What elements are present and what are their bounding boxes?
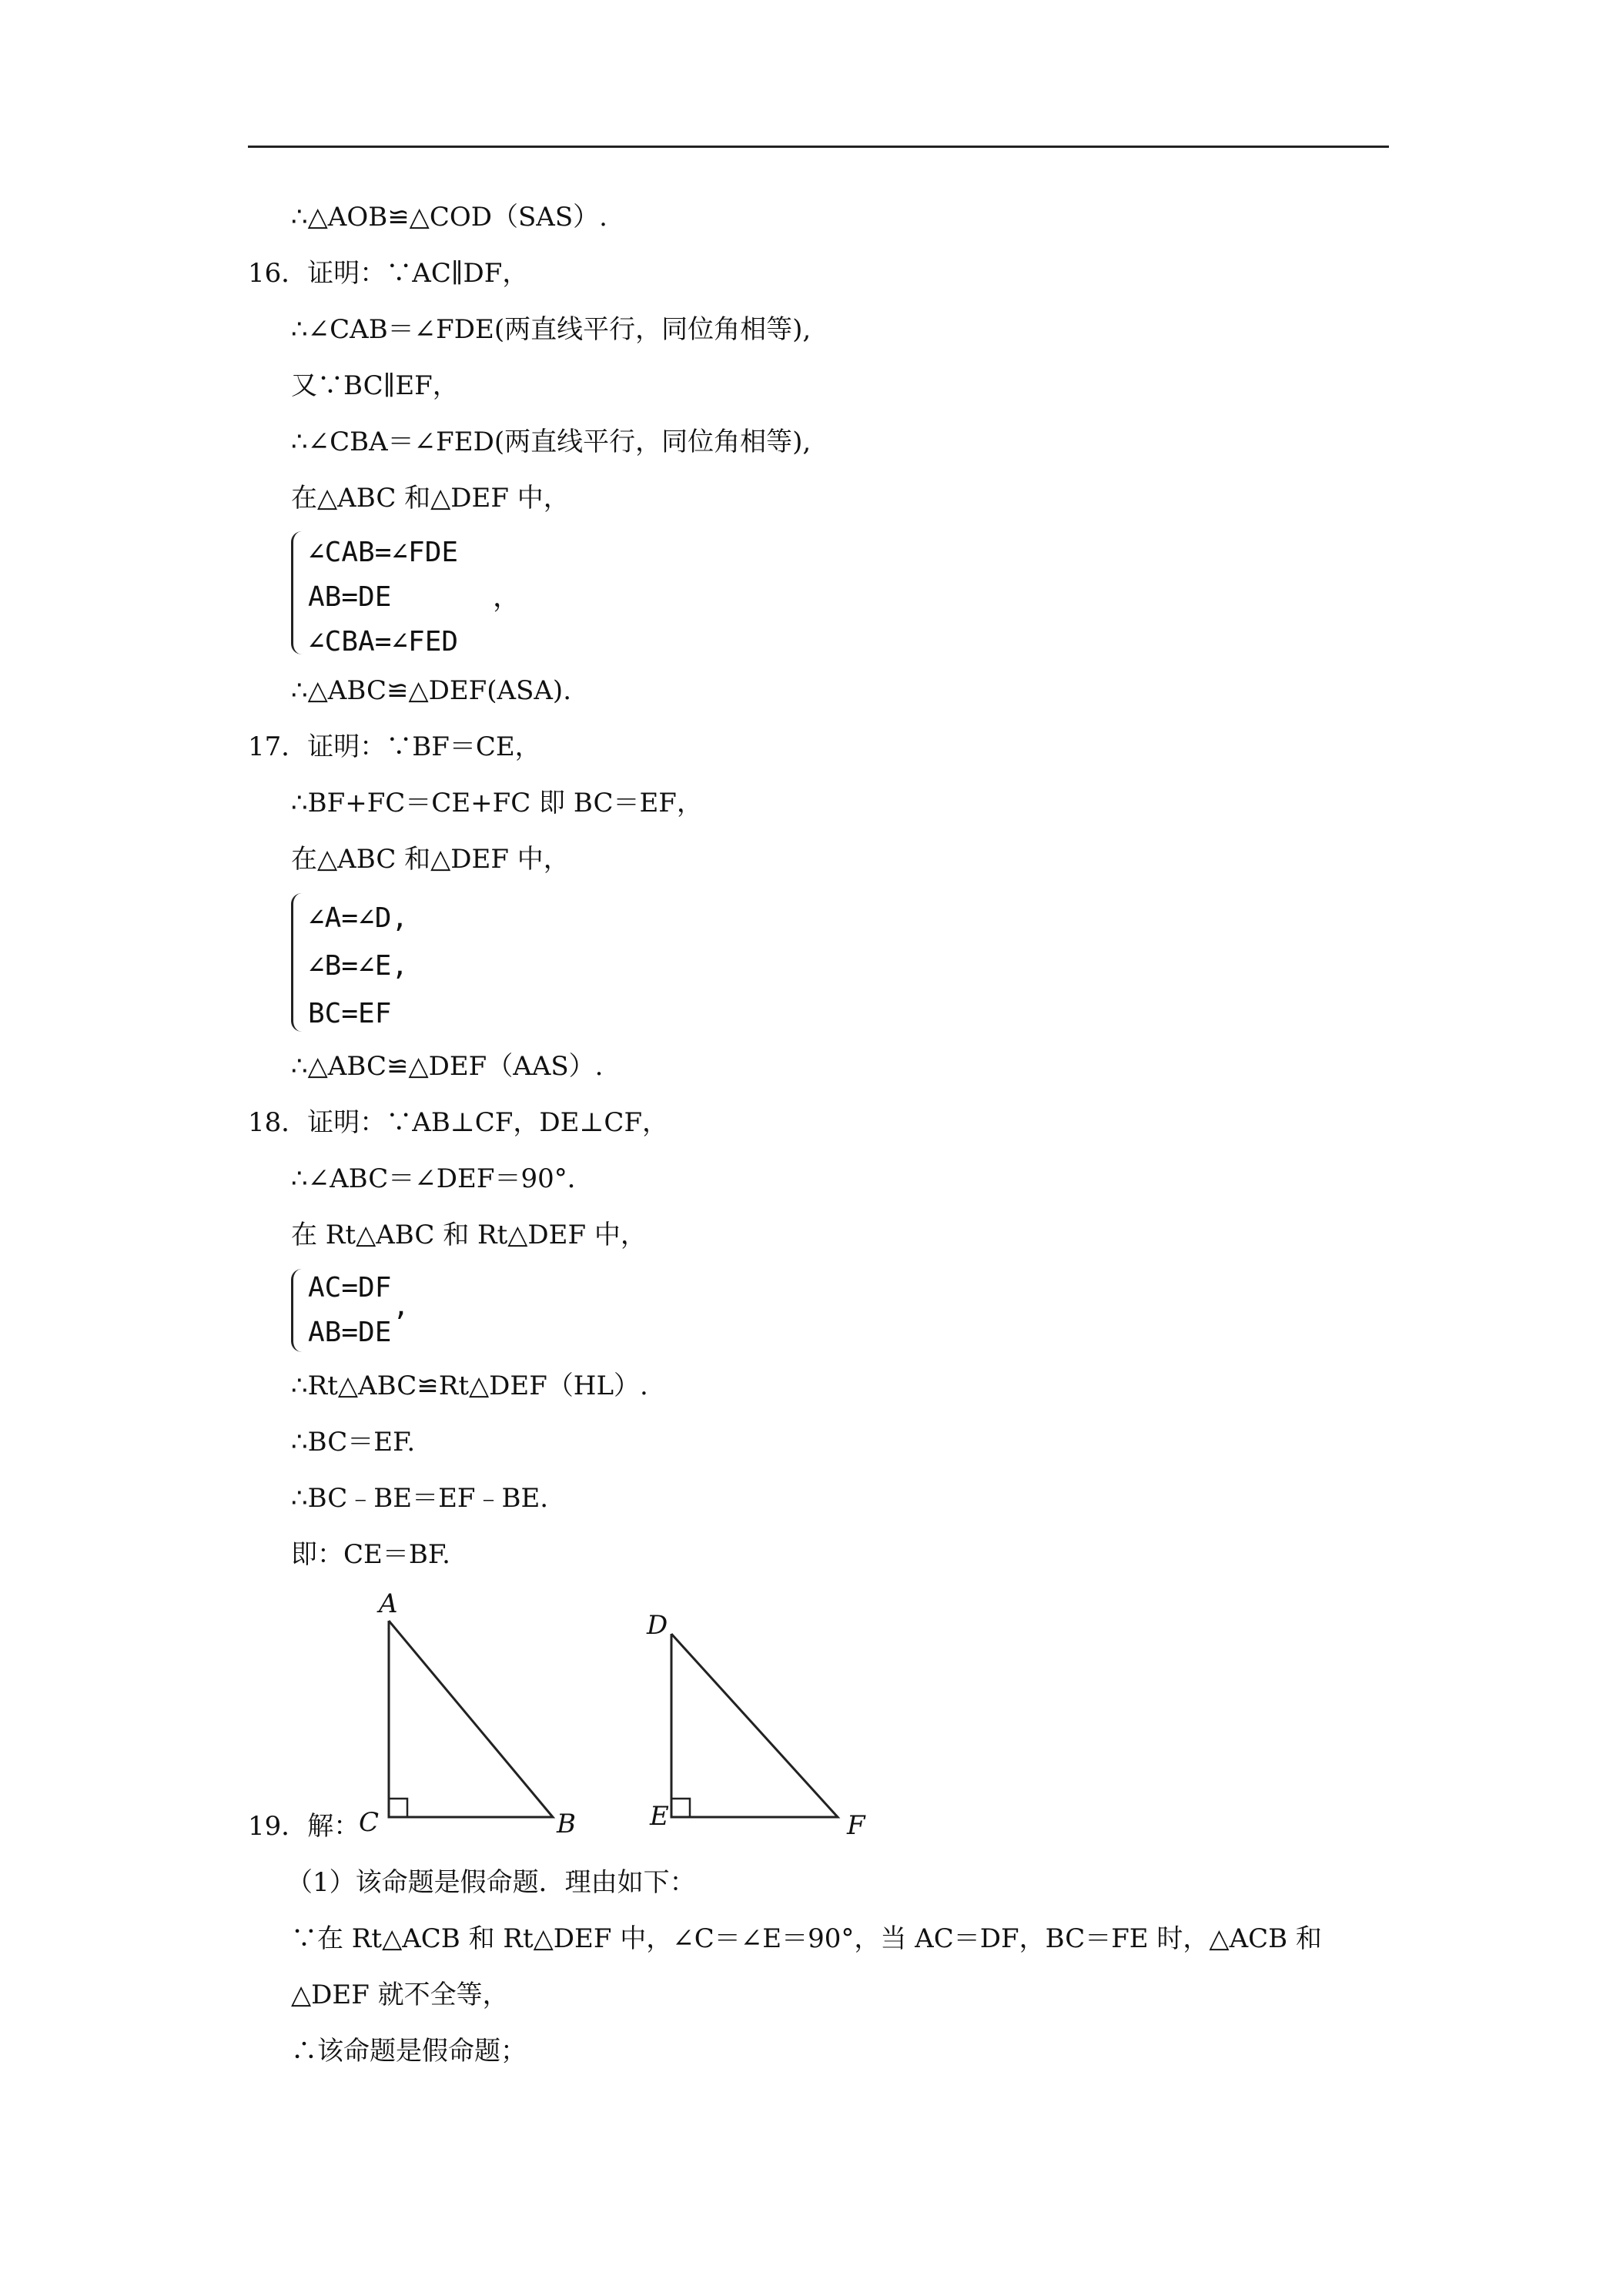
vertex-label-c: C xyxy=(359,1807,380,1838)
system-tail: ， xyxy=(493,581,521,613)
conclusion-15: ∴△AOB≌△COD（SAS）. xyxy=(291,202,607,233)
problem-19-heading: 19．解： xyxy=(248,1811,360,1842)
system-row: ∠CAB=∠FDE xyxy=(308,537,459,568)
p18-step-5: ∴BC﹣BE＝EF﹣BE. xyxy=(291,1483,549,1514)
vertex-label-d: D xyxy=(647,1610,668,1641)
system-brace xyxy=(291,531,303,654)
right-triangle-figure-right xyxy=(631,1602,878,1840)
problem-17-heading: 17．证明：∵BF＝CE， xyxy=(248,731,541,762)
system-tail: , xyxy=(393,1290,410,1322)
vertex-label-a: A xyxy=(379,1588,398,1619)
right-triangle-figure-left xyxy=(346,1586,601,1840)
p16-step-3: ∴∠CBA＝∠FED(两直线平行，同位角相等), xyxy=(291,427,812,457)
vertex-label-e: E xyxy=(650,1801,669,1832)
p19-step-1: ∵在 Rt△ACB 和 Rt△DEF 中，∠C＝∠E＝90°，当 AC＝DF，BC＝FE 时，△ACB 和 xyxy=(291,1923,1322,1954)
p19-step-2: △DEF 就不全等， xyxy=(291,1980,509,2010)
system-row: BC=EF xyxy=(308,998,392,1029)
p17-conclusion: ∴△ABC≌△DEF（AAS）. xyxy=(291,1051,604,1082)
p16-step-2: 又∵BC∥EF， xyxy=(291,370,459,401)
p17-step-2: 在△ABC 和△DEF 中， xyxy=(291,844,570,875)
p18-step-4: ∴BC＝EF. xyxy=(291,1427,416,1458)
system-row: AB=DE xyxy=(308,581,392,613)
p16-step-4: 在△ABC 和△DEF 中， xyxy=(291,483,570,514)
problem-18-heading: 18．证明：∵AB⊥CF，DE⊥CF， xyxy=(248,1107,669,1138)
p18-step-2: 在 Rt△ABC 和 Rt△DEF 中， xyxy=(291,1220,647,1250)
header-rule xyxy=(248,146,1389,148)
p18-conclusion: 即：CE＝BF. xyxy=(291,1539,450,1570)
system-brace xyxy=(291,893,303,1032)
p16-conclusion: ∴△ABC≌△DEF(ASA). xyxy=(291,675,572,706)
p18-step-3: ∴Rt△ABC≌Rt△DEF（HL）. xyxy=(291,1371,648,1401)
p19-part-1: （1）该命题是假命题．理由如下： xyxy=(286,1867,696,1898)
system-row: ∠A=∠D, xyxy=(308,902,409,934)
p16-step-1: ∴∠CAB＝∠FDE(两直线平行，同位角相等), xyxy=(291,314,812,345)
p17-step-1: ∴BF+FC＝CE+FC 即 BC＝EF， xyxy=(291,788,703,818)
vertex-label-b: B xyxy=(557,1809,576,1839)
problem-16-heading: 16．证明：∵AC∥DF， xyxy=(248,258,529,289)
system-brace xyxy=(291,1269,303,1352)
p19-conclusion: ∴该命题是假命题； xyxy=(291,2036,527,2067)
system-row: ∠B=∠E, xyxy=(308,950,409,982)
system-row: AC=DF xyxy=(308,1272,392,1304)
system-row: ∠CBA=∠FED xyxy=(308,626,459,658)
p18-step-1: ∴∠ABC＝∠DEF＝90°． xyxy=(291,1163,594,1194)
system-row: AB=DE xyxy=(308,1317,392,1348)
vertex-label-f: F xyxy=(847,1810,865,1840)
